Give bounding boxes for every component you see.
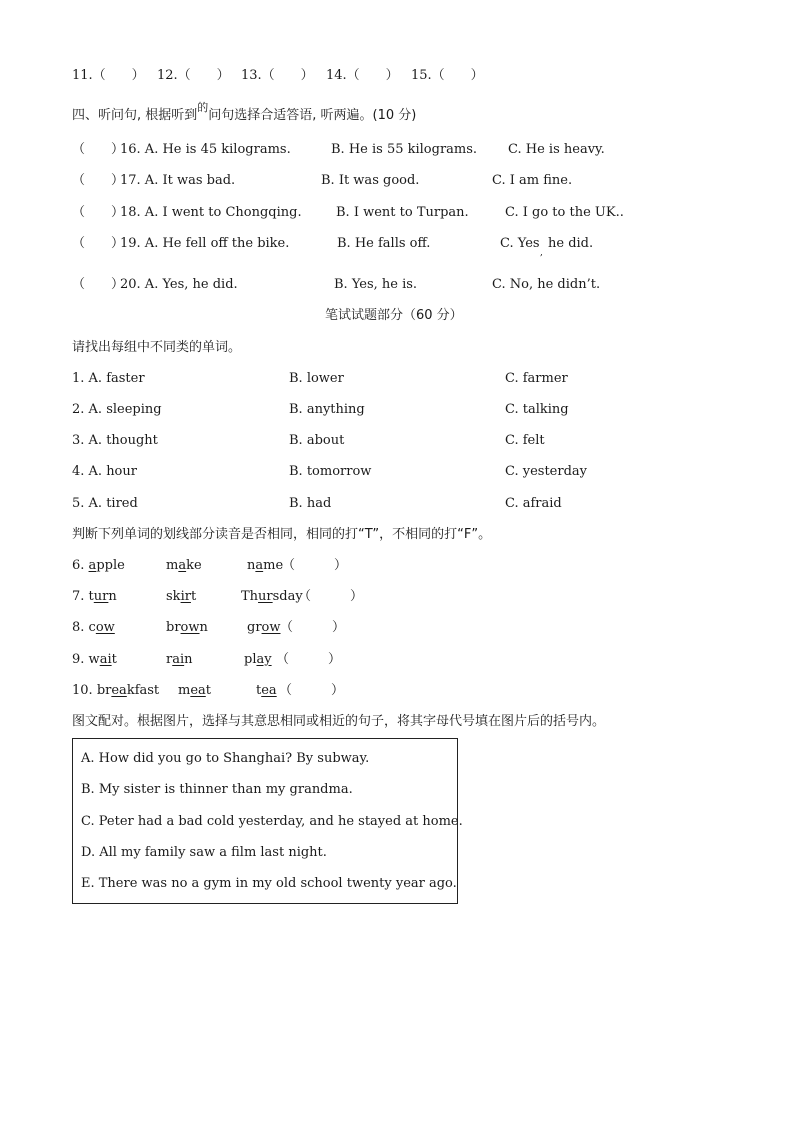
pronunciation-instruction: 判断下列单词的划线部分读音是否相同，相同的打“T”，不相同的打“F”。 [72,527,492,542]
matching-instruction: 图文配对。根据图片，选择与其意思相同或相近的句子，将其字母代号填在图片后的括号内。 [72,714,606,729]
answer-blank: 14.（ ） [326,68,399,83]
answer-blank: 15.（ ） [411,68,484,83]
option-c: C. Yes [500,236,540,251]
option-c: C. He is heavy. [508,142,605,157]
word: brown [166,620,208,635]
odd-one-out-instruction: 请找出每组中不同类的单词。 [72,340,242,355]
matching-option: A. How did you go to Shanghai? By subway. [81,751,370,766]
answer-blank: 12.（ ） [157,68,230,83]
answer-paren: （ ） [298,589,364,604]
word: 10. breakfast [72,683,160,698]
stray-comma: , [540,248,543,258]
option-c: C. I am fine. [492,173,573,188]
word: grow [247,620,281,635]
word: name [247,558,284,573]
word: 6. apple [72,558,125,573]
option-c: C. No, he didn’t. [492,277,601,292]
option-a: 19. A. He fell off the bike. [120,236,290,251]
word: 7. turn [72,589,117,604]
option-b: B. Yes, he is. [334,277,418,292]
option-b: B. It was good. [321,173,420,188]
word: play [244,652,272,667]
matching-options-box [72,738,463,904]
option-a: 16. A. He is 45 kilograms. [120,142,291,157]
word: skirt [166,589,197,604]
answer-paren: （ ） [279,683,345,698]
answer-blank: 11.（ ） [72,68,145,83]
word: tea [256,683,277,698]
written-section-title: 笔试试题部分（60 分） [325,308,463,323]
option-a: 18. A. I went to Chongqing. [120,205,302,220]
title-superscript: 的 [197,101,209,114]
option-c-continued: he did. [548,236,594,251]
answer-paren: （ ） [282,558,348,573]
matching-option: E. There was no a gym in my old school twenty year ago. [81,876,457,891]
word: make [166,558,202,573]
word: 8. cow [72,620,115,635]
word: 9. wait [72,652,117,667]
option-a: 17. A. It was bad. [120,173,236,188]
answer-paren: （ ） [276,652,342,667]
word: rain [166,652,193,667]
option-b: B. He is 55 kilograms. [331,142,478,157]
option-a: 20. A. Yes, he did. [120,277,238,292]
matching-option: D. All my family saw a film last night. [81,845,327,860]
matching-option: C. Peter had a bad cold yesterday, and he stayed at home. [81,814,463,829]
word: Thursday [241,589,303,604]
option-b: B. He falls off. [337,236,431,251]
word: meat [178,683,212,698]
option-c: C. I go to the UK.. [505,205,624,220]
matching-option: B. My sister is thinner than my grandma. [81,782,353,797]
answer-blank: 13.（ ） [241,68,314,83]
section4-title: 四、听问句, 根据听到$^的$问句选择合适答语, 听两遍。(10 分) [72,101,417,123]
option-b: B. I went to Turpan. [336,205,469,220]
answer-paren: （ ） [280,620,346,635]
